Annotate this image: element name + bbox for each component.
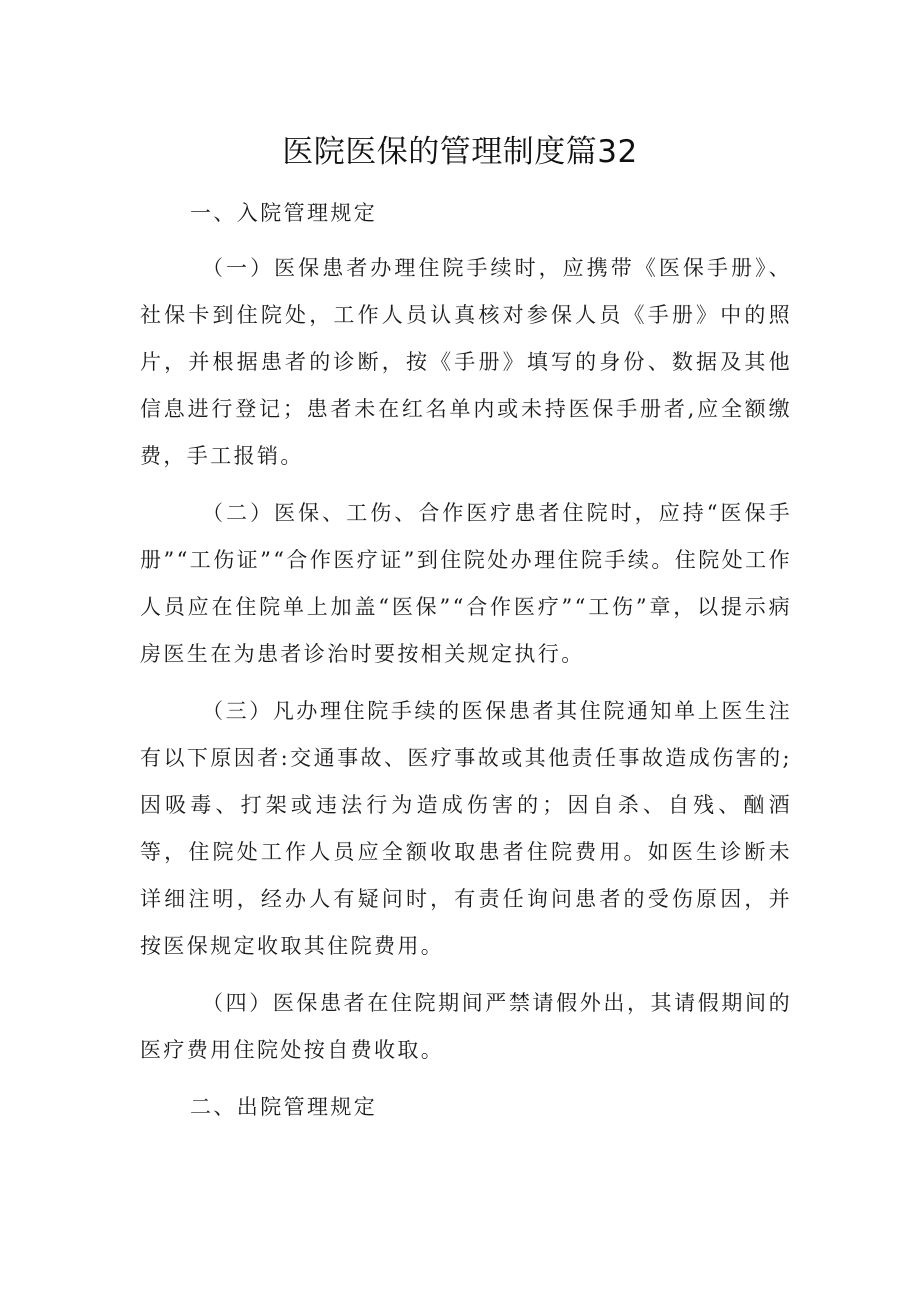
paragraph-admission-3: （三）凡办理住院手续的医保患者其住院通知单上医生注有以下原因者:交通事故、医疗事故或其他责任事故造成伤害的;因吸毒、打架或违法行为造成伤害的；因自杀、自残、酗酒等，住院处工作人员应全额收取患者住院费用。如医生诊断未详细注明，经办人有疑问时，有责任询问患者的受伤原因，并按医保规定收取其住院费用。 bbox=[140, 699, 792, 958]
paragraph-admission-2: （二）医保、工伤、合作医疗患者住院时，应持“医保手册”“工伤证”“合作医疗证”到住院处办理住院手续。住院处工作人员应在住院单上加盖“医保”“合作医疗”“工伤”章，以提示病房医生在为患者诊治时要按相关规定执行。 bbox=[140, 501, 792, 666]
paragraph-admission-1: （一）医保患者办理住院手续时，应携带《医保手册》、社保卡到住院处，工作人员认真核对参保人员《手册》中的照片，并根据患者的诊断，按《手册》填写的身份、数据及其他信息进行登记；患者未在红名单内或未持医保手册者,应全额缴费，手工报销。 bbox=[140, 256, 792, 468]
document-title: 医院医保的管理制度篇32 bbox=[282, 134, 638, 170]
spacer bbox=[140, 237, 792, 245]
document-body bbox=[140, 190, 792, 1131]
paragraph-admission-4: （四）医保患者在住院期间严禁请假外出，其请假期间的医疗费用住院处按自费收取。 bbox=[140, 991, 792, 1062]
section-heading-discharge: 二、出院管理规定 bbox=[190, 1095, 378, 1119]
section-heading-admission: 一、入院管理规定 bbox=[190, 201, 378, 225]
